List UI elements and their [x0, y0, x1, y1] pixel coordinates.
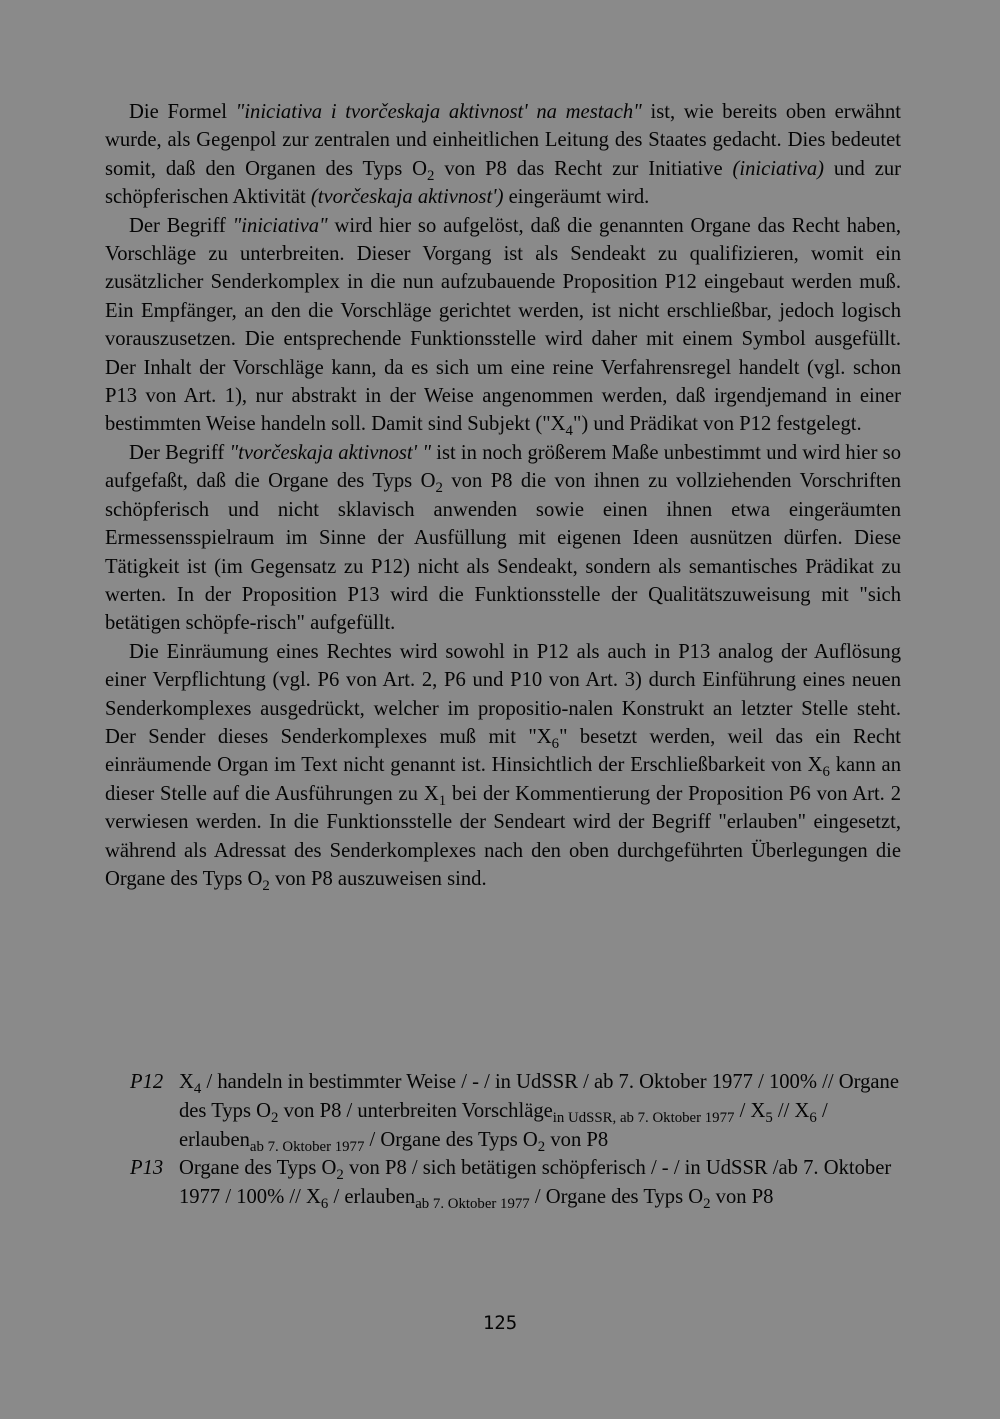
proposition-p12 — [130, 1068, 910, 1154]
text-run: Die Einräumung eines Rechtes wird sowohl in P12 als auch in P13 analog der Auflösung einer Verpflichtung (vgl. P6 von Art. 2, P6 und P10 von Art. 3) durch Einführung eines neuen Senderkomplexes ausgedrückt, welcher im propositio-nalen Konstrukt an letzter Stelle steht. Der Sender dieses Senderkomplexes muß mit "X — [105, 640, 901, 748]
body-text — [105, 98, 901, 893]
text-run: " besetzt werden, weil das ein Recht einräumende Organ im Text nicht genannt ist. Hinsichtlich der Erschließbarkeit von X — [105, 725, 901, 777]
subscript: 4 — [193, 1081, 202, 1098]
text-run: / X — [734, 1099, 766, 1122]
text-run: Der Begriff — [129, 441, 230, 464]
proposition-text — [179, 1068, 910, 1154]
proposition-p13 — [130, 1154, 910, 1212]
text-run: eingeräumt wird. — [503, 186, 650, 209]
text-run: von P8 / sich betätigen schöpferisch / - / in UdSSR /ab 7. Oktober 1977 / 100% // X — [179, 1157, 892, 1209]
text-run: / erlauben — [328, 1186, 416, 1209]
subscript: 6 — [809, 1109, 817, 1126]
text-run: von P8 das Recht zur Initiative — [434, 157, 733, 180]
text-run: von P8 — [545, 1128, 609, 1151]
text-run: von P8 auszuweisen sind. — [269, 867, 487, 890]
subscript: 6 — [551, 736, 560, 753]
text-run: Die Formel — [129, 101, 236, 123]
paragraph-tvorceskaja — [105, 439, 901, 638]
subscript: ab 7. Oktober 1977 — [249, 1138, 365, 1155]
text-run: ist in noch größerem Maße unbestimmt und wird hier so aufgefaßt, daß die Organe des Typs O — [105, 441, 901, 493]
subscript: 6 — [822, 764, 830, 781]
subscript: 2 — [435, 480, 443, 497]
italic-term: (tvorčeskaja aktivnost') — [310, 186, 504, 209]
text-run: wird hier so aufgelöst, daß die genannten Organe das Recht haben, Vorschläge zu unterbreiten. Dieser Vorgang ist als Sendeakt zu qualifizieren, womit ein zusätzlicher Senderkomplex in die nun aufzubauende Proposition P12 eingebaut werden muß. Ein Empfänger, an den die Vorschläge gerichtet werden, ist nicht erschließbar, jedoch logisch vorauszusetzen. Die entsprechende Funktionsstelle wird daher mit einem Symbol ausgefüllt. Der Inhalt der Vorschläge kann, da es sich um eine reine Verfahrensregel handelt (vgl. schon P13 von Art. 1), nur abstrakt in der Weise angenommen werden, daß irgendjemand in einer bestimmten Weise handeln soll. Damit sind Subjekt ("X — [105, 214, 902, 436]
proposition-text — [179, 1154, 910, 1212]
subscript: 2 — [271, 1109, 279, 1126]
text-run: X — [179, 1071, 194, 1093]
subscript: 4 — [565, 423, 573, 440]
text-run: ist, wie bereits oben erwähnt wurde, als Gegenpol zur zentralen und einheitlichen Leitung des Staates gedacht. Dies bedeutet somit, daß den Organen des Typs O — [105, 101, 901, 180]
text-run: von P8 die von ihnen zu vollziehenden Vorschriften schöpferisch und nicht sklavisch anwenden sowie einen ihnen etwa eingeräumten Ermessensspielraum im Sinne der Ausfüllung mit eigenen Ideen ausnützen dürfen. Diese Tätigkeit ist (im Gegensatz zu P12) nicht als Sendeakt, sondern als semantisches Prädikat zu werten. In der Proposition P13 wird die Funktionsstelle der Qualitätszuweisung mit "sich betätigen schöpfe-risch" aufgefüllt. — [105, 470, 902, 635]
text-run: / Organe des Typs O — [529, 1186, 704, 1209]
text-run: Organe des Typs O — [179, 1157, 337, 1180]
text-run: von P8 — [710, 1186, 774, 1209]
proposition-list — [130, 1068, 910, 1212]
subscript: ab 7. Oktober 1977 — [415, 1196, 530, 1213]
italic-term: "tvorčeskaja aktivnost' " — [229, 441, 431, 464]
proposition-label: P13 — [130, 1157, 164, 1180]
page-number: 125 — [482, 1312, 518, 1334]
subscript: 2 — [427, 168, 435, 184]
subscript: 2 — [537, 1138, 546, 1155]
italic-term: (iniciativa) — [732, 157, 825, 180]
subscript: 1 — [438, 792, 447, 809]
subscript: 2 — [703, 1196, 711, 1213]
italic-term: "iniciativa" — [232, 214, 328, 237]
text-run: / Organe des Typs O — [364, 1128, 538, 1151]
subscript: in UdSSR, ab 7. Oktober 1977 — [552, 1109, 735, 1126]
text-run: und zur schöpferischen Aktivität — [105, 157, 902, 209]
paragraph-einraeumung — [105, 638, 901, 894]
text-run: // X — [772, 1099, 810, 1122]
proposition-label: P12 — [130, 1071, 164, 1093]
text-run: bei der Kommentierung der Proposition P6 von Art. 2 verwiesen werden. In die Funktionsstelle der Sendeart wird der Begriff "erlauben" eingesetzt, während als Adressat des Senderkomplexes nach den oben durchgeführten Überlegungen die Organe des Typs O — [105, 782, 901, 890]
text-run: von P8 / unterbreiten Vorschläge — [278, 1099, 553, 1122]
subscript: 2 — [262, 878, 270, 895]
text-run: / handeln in bestimmter Weise / - / in UdSSR / ab 7. Oktober 1977 / 100% // Organe des Typs O — [179, 1071, 899, 1122]
text-run: ") und Prädikat von P12 festgelegt. — [572, 413, 862, 436]
paragraph-formula — [105, 98, 901, 212]
subscript: 6 — [320, 1196, 329, 1213]
subscript: 2 — [336, 1167, 344, 1184]
italic-term: "iniciativa i tvorčeskaja aktivnost' na mestach" — [235, 101, 642, 123]
paragraph-iniciativa — [105, 212, 901, 439]
text-run: kann an dieser Stelle auf die Ausführungen zu X — [105, 754, 901, 805]
text-run: / erlauben — [179, 1099, 828, 1151]
text-run: Der Begriff — [129, 214, 233, 237]
subscript: 5 — [765, 1109, 773, 1126]
